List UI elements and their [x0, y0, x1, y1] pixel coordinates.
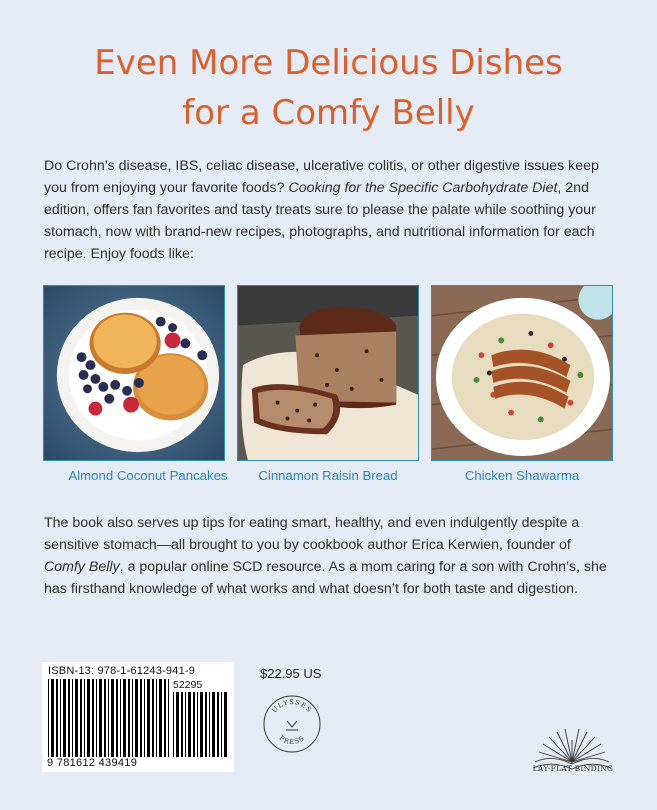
intro-book-title: Cooking for the Specific Carbohydrate Diet — [288, 180, 558, 196]
headline-line-2: for a Comfy Belly — [182, 93, 475, 133]
cover-headline — [0, 38, 657, 138]
isbn-label: ISBN-13: 978-1-61243-941-9 — [48, 665, 196, 677]
headline-line-1: Even More Delicious Dishes — [94, 43, 563, 83]
price-label: $22.95 US — [260, 666, 322, 681]
barcode-bars — [48, 679, 170, 757]
caption-pancakes: Almond Coconut Pancakes — [68, 468, 228, 483]
lay-flat-binding-label: LAY-FLAT BINDING — [532, 764, 614, 773]
author-paragraph — [44, 512, 614, 600]
author-text-2: , a popular online SCD resource. As a mom caring for a son with Crohn’s, she has firsthand knowledge of what works and what doesn’t for both taste and digestion. — [44, 559, 607, 597]
intro-paragraph — [44, 155, 614, 265]
author-text-1: The book also serves up tips for eating smart, healthy, and even indulgently despite a sensitive stomach—all brought to you by cookbook author Erica Kerwien, founder of — [44, 515, 580, 553]
author-comfy-belly: Comfy Belly — [44, 559, 120, 575]
intro-text-2: , 2nd edition, offers fan favorites and tasty treats sure to please the palate while soothing your stomach, now with brand-new recipes, photographs, and nutritional information for each recipe. Enjoy foods like: — [44, 180, 596, 262]
isbn-barcode — [42, 662, 234, 772]
intro-text-1: Do Crohn’s disease, IBS, celiac disease, ulcerative colitis, or other digestive issues keep you from enjoying your favorite foods? — [44, 158, 599, 196]
caption-bread: Cinnamon Raisin Bread — [258, 468, 398, 483]
ulysses-press-logo — [262, 694, 322, 754]
svg-text:PRESS: PRESS — [277, 733, 307, 747]
svg-text:ULYSSES: ULYSSES — [270, 697, 314, 715]
caption-shawarma: Chicken Shawarma — [464, 468, 580, 483]
shawarma-photo — [431, 285, 613, 461]
price-barcode-bars — [173, 692, 228, 757]
bread-photo — [237, 285, 419, 461]
price-code: 52295 — [173, 679, 203, 691]
barcode-digits: 9 781612 439419 — [47, 757, 138, 769]
pancakes-photo — [43, 285, 225, 461]
